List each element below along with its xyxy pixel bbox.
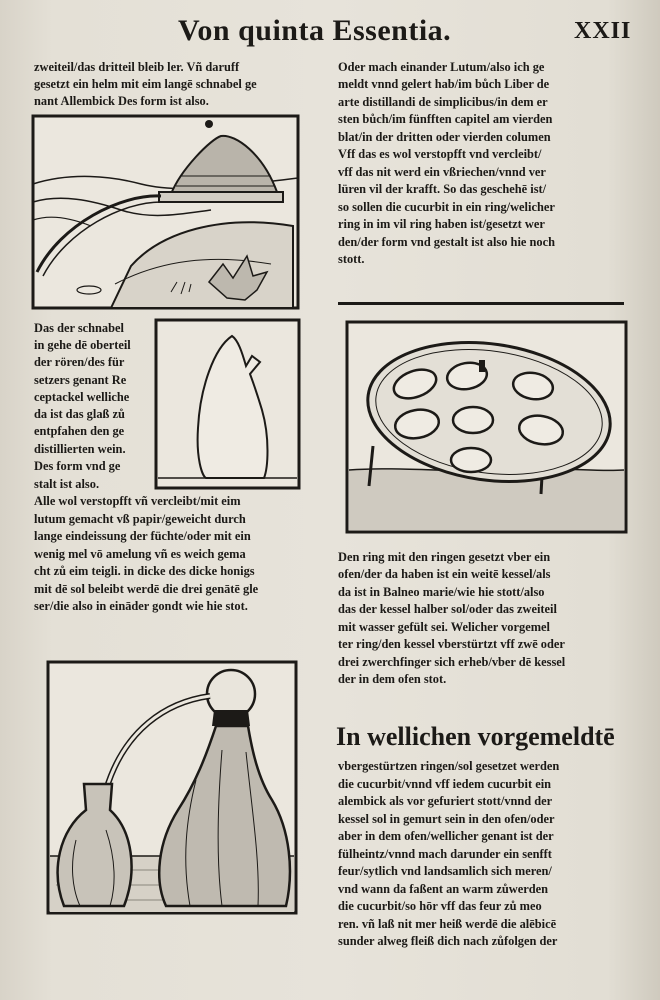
text-line: cht zů eim teigli. in dicke des dicke honigs	[34, 564, 255, 578]
text-line: den/der form vnd gestalt ist also hie noch	[338, 235, 555, 249]
text-line: distillierten wein.	[34, 442, 126, 456]
text-line: lange eindeissung der füchte/oder mit ein	[34, 529, 251, 543]
text-line: alembick als vor gefuriert stott/vnnd der	[338, 794, 553, 808]
text-line: ofen/der da haben ist ein weitē kessel/als	[338, 567, 551, 581]
text-line: stott.	[338, 252, 365, 266]
horizontal-rule	[338, 302, 624, 305]
section-heading: In wellichen vorgemeldtē	[336, 722, 615, 751]
text-line: das der kessel halber sol/oder das zweiteil	[338, 602, 557, 616]
text-line: meldt vnnd gelert hab/im bůch Liber de	[338, 77, 550, 91]
text-line: mit dē sol beleibt werdē die drei genātē gle	[34, 582, 259, 596]
text-line: aber in dem ofen/wellicher genant ist der	[338, 829, 554, 843]
alembic-cucurbit-woodcut	[46, 660, 298, 915]
text-line: fülheintz/vnnd mach darunder ein senfft	[338, 847, 552, 861]
text-line: Oder mach einander Lutum/also ich ge	[338, 60, 545, 74]
text-line: Das der schnabel	[34, 321, 124, 335]
text-line: die cucurbit/so hōr vff das feur zů meo	[338, 899, 542, 913]
text-line: entpfahen den ge	[34, 424, 125, 438]
text-line: sten bůch/im fünfften capitel am vierden	[338, 112, 553, 126]
ring-of-rings-woodcut	[345, 320, 628, 534]
text-line: lüren vil der krafft. So das geschehē ist/	[338, 182, 547, 196]
text-line: ring in im vil ring haben ist/gesetzt wer	[338, 217, 545, 231]
text-line: feur/sytlich vnd landsamlich sich meren/	[338, 864, 552, 878]
text-line: vff das nit werd ein vßriechen/vnnd ver	[338, 165, 546, 179]
text-line: Vff das es wol verstopfft vnd vercleibt/	[338, 147, 542, 161]
text-line: stalt ist also.	[34, 477, 100, 491]
running-title: Von quinta Essentia.	[178, 14, 452, 47]
text-line: gesetzt ein helm mit eim langē schnabel ge	[34, 77, 257, 91]
text-line: zweiteil/das dritteil bleib ler. Vñ daruff	[34, 60, 240, 74]
text-line: ceptackel welliche	[34, 390, 130, 404]
text-line: ter ring/den kessel vberstürtzt vff zwē oder	[338, 637, 565, 651]
text-line: ser/die also in eināder gondt wie hie stot.	[34, 599, 248, 613]
text-line: Des form vnd ge	[34, 459, 121, 473]
text-line: wenig mel vō amelung vñ es weich gema	[34, 547, 246, 561]
text-line: ren. vñ laß nit mer heiß werdē die alēbicē	[338, 917, 557, 931]
text-line: kessel sol in gemurt sein in den ofen/oder	[338, 812, 555, 826]
receiver-flask-woodcut	[154, 318, 301, 490]
text-line: sunder alweg fleiß dich nach zůfolgen der	[338, 934, 558, 948]
text-line: da ist in Balneo marie/wie hie stott/also	[338, 585, 545, 599]
text-line: drei zwerchfinger sich erheb/vber dē kessel	[338, 655, 566, 669]
text-line: lutum gemacht vß papir/geweicht durch	[34, 512, 246, 526]
text-line: blat/in der dritten oder vierden columen	[338, 130, 551, 144]
text-line: da ist das glaß zů	[34, 407, 125, 421]
text-line: der rören/des für	[34, 355, 125, 369]
text-line: Alle wol verstopfft vñ vercleibt/mit eim	[34, 494, 241, 508]
folio-number: XXII	[574, 18, 632, 44]
text-line: in gehe dē oberteil	[34, 338, 131, 352]
alembic-helmet-woodcut	[31, 114, 300, 310]
text-line: so sollen die cucurbit in ein ring/welicher	[338, 200, 555, 214]
text-line: Den ring mit den ringen gesetzt vber ein	[338, 550, 551, 564]
text-line: der in dem ofen stot.	[338, 672, 447, 686]
text-line: vbergestürtzen ringen/sol gesetzet werden	[338, 759, 560, 773]
text-line: mit wasser gefült sei. Welicher vorgemel	[338, 620, 550, 634]
page-header	[0, 14, 660, 50]
text-line: nant Allembick Des form ist also.	[34, 94, 209, 108]
text-line: setzers genant Re	[34, 373, 127, 387]
text-line: arte distillandi de simplicibus/in dem er	[338, 95, 548, 109]
text-line: die cucurbit/vnnd vff iedem cucurbit ein	[338, 777, 552, 791]
text-line: vnd wann da faßent an warm zůwerden	[338, 882, 548, 896]
